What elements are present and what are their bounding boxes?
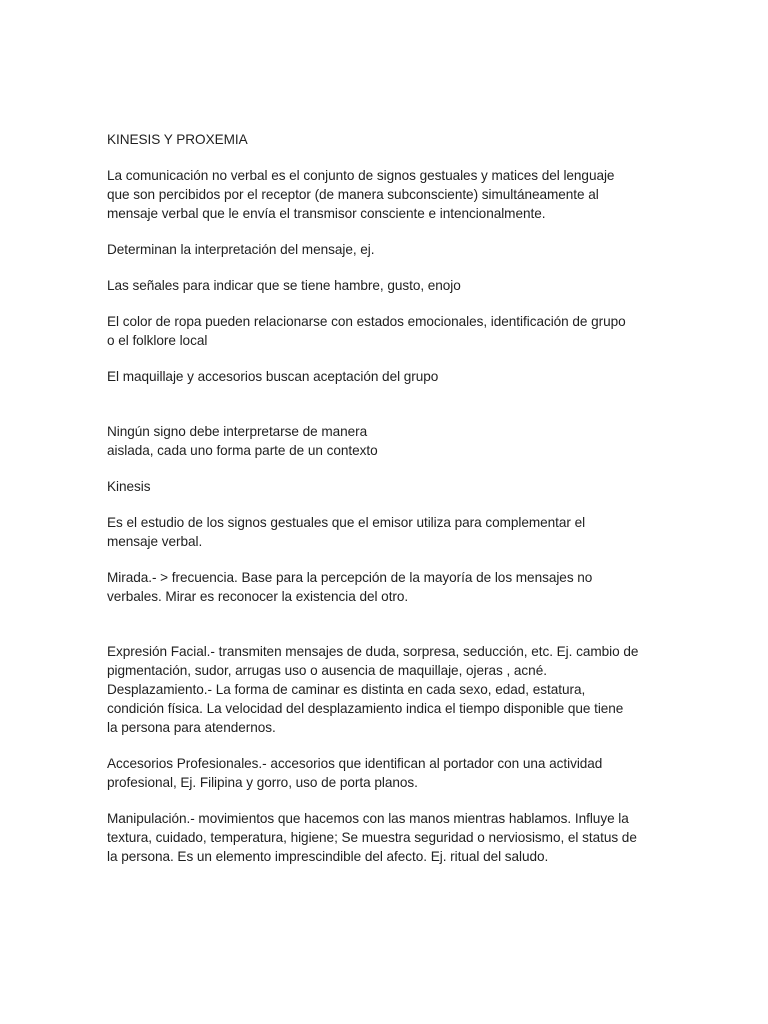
text-line: Desplazamiento.- La forma de caminar es distinta en cada sexo, edad, estatura,: [107, 682, 586, 697]
paragraph-kinesis-definition: [107, 513, 667, 551]
text-line: Las señales para indicar que se tiene hambre, gusto, enojo: [107, 278, 461, 293]
paragraph-professional-accessories: [107, 754, 667, 792]
document-body: [107, 130, 667, 866]
text-line: Ningún signo debe interpretarse de manera: [107, 424, 368, 439]
text-line: La comunicación no verbal es el conjunto de signos gestuales y matices del lenguaje: [107, 168, 615, 183]
text-line: aislada, cada uno forma parte de un contexto: [107, 443, 378, 458]
text-line: la persona. Es un elemento imprescindible del afecto. Ej. ritual del saludo.: [107, 849, 549, 864]
text-line: El maquillaje y accesorios buscan aceptación del grupo: [107, 369, 439, 384]
text-line: El color de ropa pueden relacionarse con estados emocionales, identificación de grupo: [107, 314, 626, 329]
paragraph-nonverbal-definition: [107, 166, 667, 223]
paragraph-context: [107, 422, 667, 460]
paragraph-manipulation: [107, 809, 667, 866]
paragraph-signals: [107, 276, 667, 295]
text-line: mensaje verbal que le envía el transmisor consciente e intencionalmente.: [107, 206, 546, 221]
document-title: KINESIS Y PROXEMIA: [107, 132, 248, 147]
text-line: o el folklore local: [107, 333, 208, 348]
paragraph-interpretation: [107, 240, 667, 259]
paragraph-facial-expression: [107, 642, 667, 737]
paragraph-makeup: [107, 367, 667, 386]
text-line: Accesorios Profesionales.- accesorios que identifican al portador con una actividad: [107, 756, 603, 771]
text-line: pigmentación, sudor, arrugas uso o ausencia de maquillaje, ojeras , acné.: [107, 663, 547, 678]
text-line: condición física. La velocidad del desplazamiento indica el tiempo disponible que tiene: [107, 701, 624, 716]
text-line: Manipulación.- movimientos que hacemos con las manos mientras hablamos. Influye la: [107, 811, 629, 826]
paragraph-gaze: [107, 568, 667, 606]
text-line: verbales. Mirar es reconocer la existencia del otro.: [107, 589, 409, 604]
text-line: la persona para atendernos.: [107, 720, 276, 735]
text-line: mensaje verbal.: [107, 534, 203, 549]
text-line: Expresión Facial.- transmiten mensajes de duda, sorpresa, seducción, etc. Ej. cambio de: [107, 644, 639, 659]
text-line: Es el estudio de los signos gestuales que el emisor utiliza para complementar el: [107, 515, 586, 530]
text-line: Kinesis: [107, 479, 151, 494]
text-line: profesional, Ej. Filipina y gorro, uso de porta planos.: [107, 775, 418, 790]
text-line: Mirada.- > frecuencia. Base para la percepción de la mayoría de los mensajes no: [107, 570, 593, 585]
text-line: que son percibidos por el receptor (de manera subconsciente) simultáneamente al: [107, 187, 599, 202]
section-heading-kinesis: [107, 477, 667, 496]
text-line: textura, cuidado, temperatura, higiene; Se muestra seguridad o nerviosismo, el status de: [107, 830, 637, 845]
paragraph-clothing-color: [107, 312, 667, 350]
text-line: Determinan la interpretación del mensaje, ej.: [107, 242, 375, 257]
